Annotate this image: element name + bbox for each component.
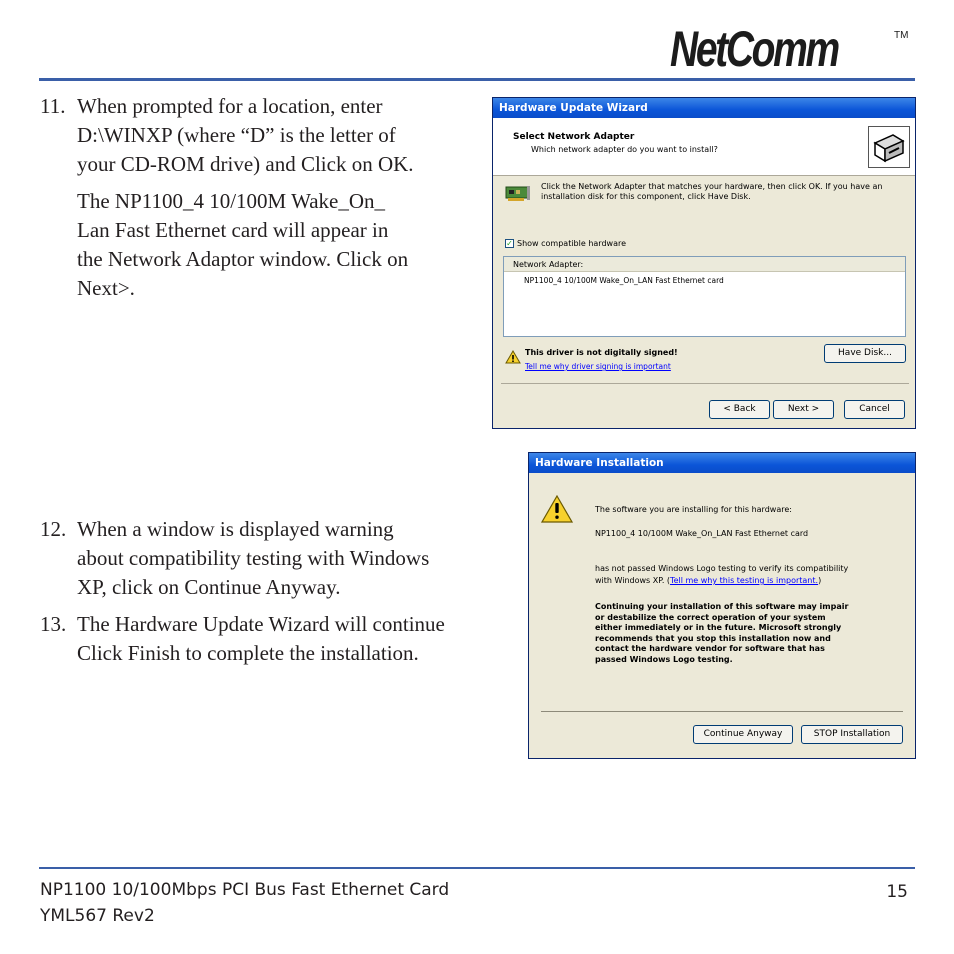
checkmark-icon: ✓ <box>506 239 513 248</box>
list-header: Network Adapter: <box>504 257 905 272</box>
show-compatible-checkbox[interactable] <box>505 239 626 248</box>
footer-rule <box>39 867 915 869</box>
continue-anyway-button[interactable]: Continue Anyway <box>693 725 793 744</box>
warning-icon <box>541 495 573 527</box>
logo-test-message-continued <box>595 576 905 587</box>
text-prefix: with Windows XP. ( <box>595 576 671 585</box>
hardware-update-wizard-dialog <box>492 97 916 429</box>
wizard-header-subtitle: Which network adapter do you want to install? <box>531 145 718 154</box>
back-button[interactable]: < Back <box>709 400 770 419</box>
step-number: 11. <box>40 94 66 118</box>
header-rule <box>39 78 915 81</box>
have-disk-button[interactable]: Have Disk... <box>824 344 906 363</box>
unsigned-driver-warning: This driver is not digitally signed! <box>525 348 678 357</box>
wizard-instructions: Click the Network Adapter that matches your hardware, then click OK. If you have an installation disk for this component, click Have Disk. <box>541 182 883 201</box>
network-adapter-list[interactable] <box>503 256 906 337</box>
step-number: 12. <box>40 517 67 541</box>
wizard-header-title: Select Network Adapter <box>513 132 635 142</box>
cancel-button[interactable]: Cancel <box>844 400 905 419</box>
device-name: NP1100_4 10/100M Wake_On_LAN Fast Ethernet card <box>595 529 809 538</box>
step-text: When a window is displayed warning about compatibility testing with Windows XP, click on Continue Anyway. <box>77 517 430 599</box>
driver-signing-link[interactable]: Tell me why driver signing is important <box>525 362 671 371</box>
hardware-icon <box>868 126 910 168</box>
list-item[interactable]: NP1100_4 10/100M Wake_On_LAN Fast Ethernet card <box>524 276 724 285</box>
network-card-icon <box>505 184 531 202</box>
divider <box>501 383 909 384</box>
page-number: 15 <box>886 882 908 902</box>
stop-installation-button[interactable]: STOP Installation <box>801 725 903 744</box>
step-text: The Hardware Update Wizard will continue Click Finish to complete the installation. <box>77 612 445 665</box>
warning-icon <box>505 349 521 368</box>
step-number: 13. <box>40 612 67 636</box>
step-text-continued: The NP1100_4 10/100M Wake_On_ Lan Fast Ethernet card will appear in the Network Adaptor window. Click on Next>. <box>77 189 409 300</box>
netcomm-logo <box>670 22 914 76</box>
dialog-titlebar: Hardware Update Wizard <box>493 98 915 118</box>
logo-trademark: TM <box>894 30 909 41</box>
logo-test-message: has not passed Windows Logo testing to verify its compatibility <box>595 564 849 573</box>
install-message: The software you are installing for this hardware: <box>595 505 792 514</box>
text-suffix: ) <box>818 576 822 585</box>
footer-revision: YML567 Rev2 <box>40 906 155 926</box>
footer-product-name: NP1100 10/100Mbps PCI Bus Fast Ethernet Card <box>40 880 450 900</box>
divider <box>541 711 903 712</box>
logo-testing-link[interactable]: Tell me why this testing is important. <box>670 576 819 585</box>
next-button[interactable]: Next > <box>773 400 834 419</box>
logo-text: NetComm <box>670 21 838 77</box>
compatibility-warning: Continuing your installation of this software may impair or destabilize the correct operation of your system either immediately or in the future. Microsoft strongly recommends that you stop this installation now and contact the hardware vendor for software that has passed Windows Logo testing. <box>595 602 849 664</box>
wizard-header <box>493 118 915 176</box>
step-text: When prompted for a location, enter D:\WINXP (where “D” is the letter of your CD-ROM drive) and Click on OK. <box>77 94 414 176</box>
checkbox-label: Show compatible hardware <box>517 239 626 248</box>
dialog-titlebar: Hardware Installation <box>529 453 915 473</box>
hardware-installation-dialog <box>528 452 916 759</box>
